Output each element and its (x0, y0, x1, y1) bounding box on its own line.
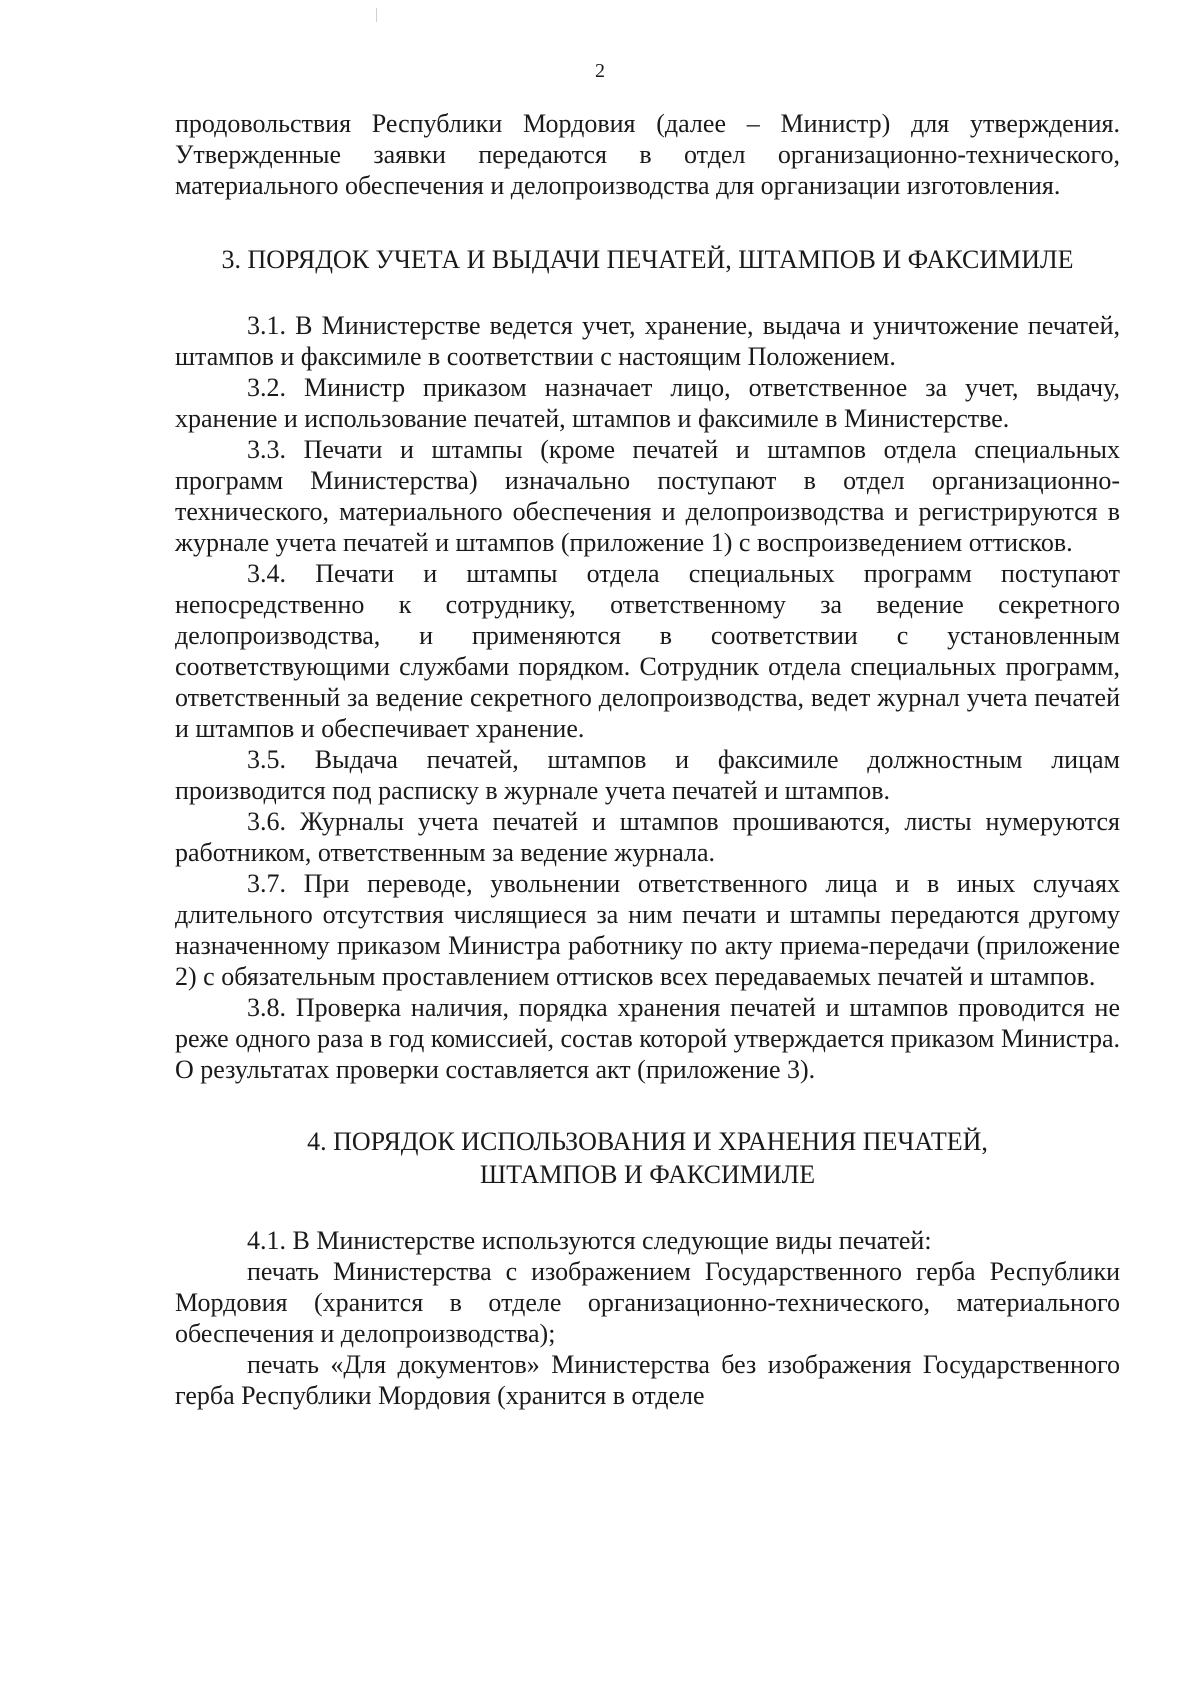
intro-paragraph: продовольствия Республики Мордовия (далее – Министр) для утверждения. Утвержденные заявки передаются в отдел организационно-технического, материального обеспечения и делопроизводства для организации изготовления. (175, 109, 1120, 200)
section-3-item-3: 3.3. Печати и штампы (кроме печатей и штампов отдела специальных программ Министерства) изначально поступают в отдел организационно-технического, материального обеспечения и делопроизводства и регистрируются в журнале учета печатей и штампов (приложение 1) с воспроизведением оттисков. (175, 435, 1120, 557)
section-4-heading-line-2: ШТАМПОВ И ФАКСИМИЛЕ (479, 1160, 816, 1189)
section-4-heading-line-1: 4. ПОРЯДОК ИСПОЛЬЗОВАНИЯ И ХРАНЕНИЯ ПЕЧАТЕЙ, (307, 1127, 988, 1156)
section-4-item-1: 4.1. В Министерстве используются следующие виды печатей: (247, 1226, 932, 1255)
section-3-item-2: 3.2. Министр приказом назначает лицо, ответственное за учет, выдачу, хранение и использование печатей, штампов и факсимиле в Министерстве. (175, 373, 1120, 433)
page-number: 2 (595, 60, 605, 82)
section-4-item-2: печать Министерства с изображением Государственного герба Республики Мордовия (хранится в отделе организационно-технического, материального обеспечения и делопроизводства); (175, 1257, 1120, 1348)
section-3-item-8: 3.8. Проверка наличия, порядка хранения печатей и штампов проводится не реже одного раза в год комиссией, состав которой утверждается приказом Министра. О результатах проверки составляется акт (приложение 3). (175, 993, 1120, 1084)
section-3-item-1: 3.1. В Министерстве ведется учет, хранение, выдача и уничтожение печатей, штампов и факсимиле в соответствии с настоящим Положением. (175, 311, 1120, 371)
section-3-item-7: 3.7. При переводе, увольнении ответственного лица и в иных случаях длительного отсутствия числящиеся за ним печати и штампы передаются другому назначенному приказом Министра работнику по акту приема-передачи (приложение 2) с обязательным проставлением оттисков всех передаваемых печатей и штампов. (175, 869, 1120, 991)
section-4-item-3: печать «Для документов» Министерства без изображения Государственного герба Республики Мордовия (хранится в отделе (175, 1350, 1120, 1410)
section-3-item-4: 3.4. Печати и штампы отдела специальных программ поступают непосредственно к сотруднику, ответственному за ведение секретного делопроизводства, и применяются в соответствии с установленным соответствующими службами порядком. Сотрудник отдела специальных программ, ответственный за ведение секретного делопроизводства, ведет журнал учета печатей и штампов и обеспечивает хранение. (175, 559, 1120, 743)
scan-artifact-line (376, 8, 377, 22)
section-3-item-6: 3.6. Журналы учета печатей и штампов прошиваются, листы нумеруются работником, ответственным за ведение журнала. (175, 807, 1120, 867)
section-4-heading (175, 1125, 1120, 1191)
section-3-heading: 3. ПОРЯДОК УЧЕТА И ВЫДАЧИ ПЕЧАТЕЙ, ШТАМПОВ И ФАКСИМИЛЕ (221, 245, 1074, 274)
section-3-item-5: 3.5. Выдача печатей, штампов и факсимиле должностным лицам производится под расписку в журнале учета печатей и штампов. (175, 745, 1120, 805)
document-body (175, 108, 1120, 1411)
